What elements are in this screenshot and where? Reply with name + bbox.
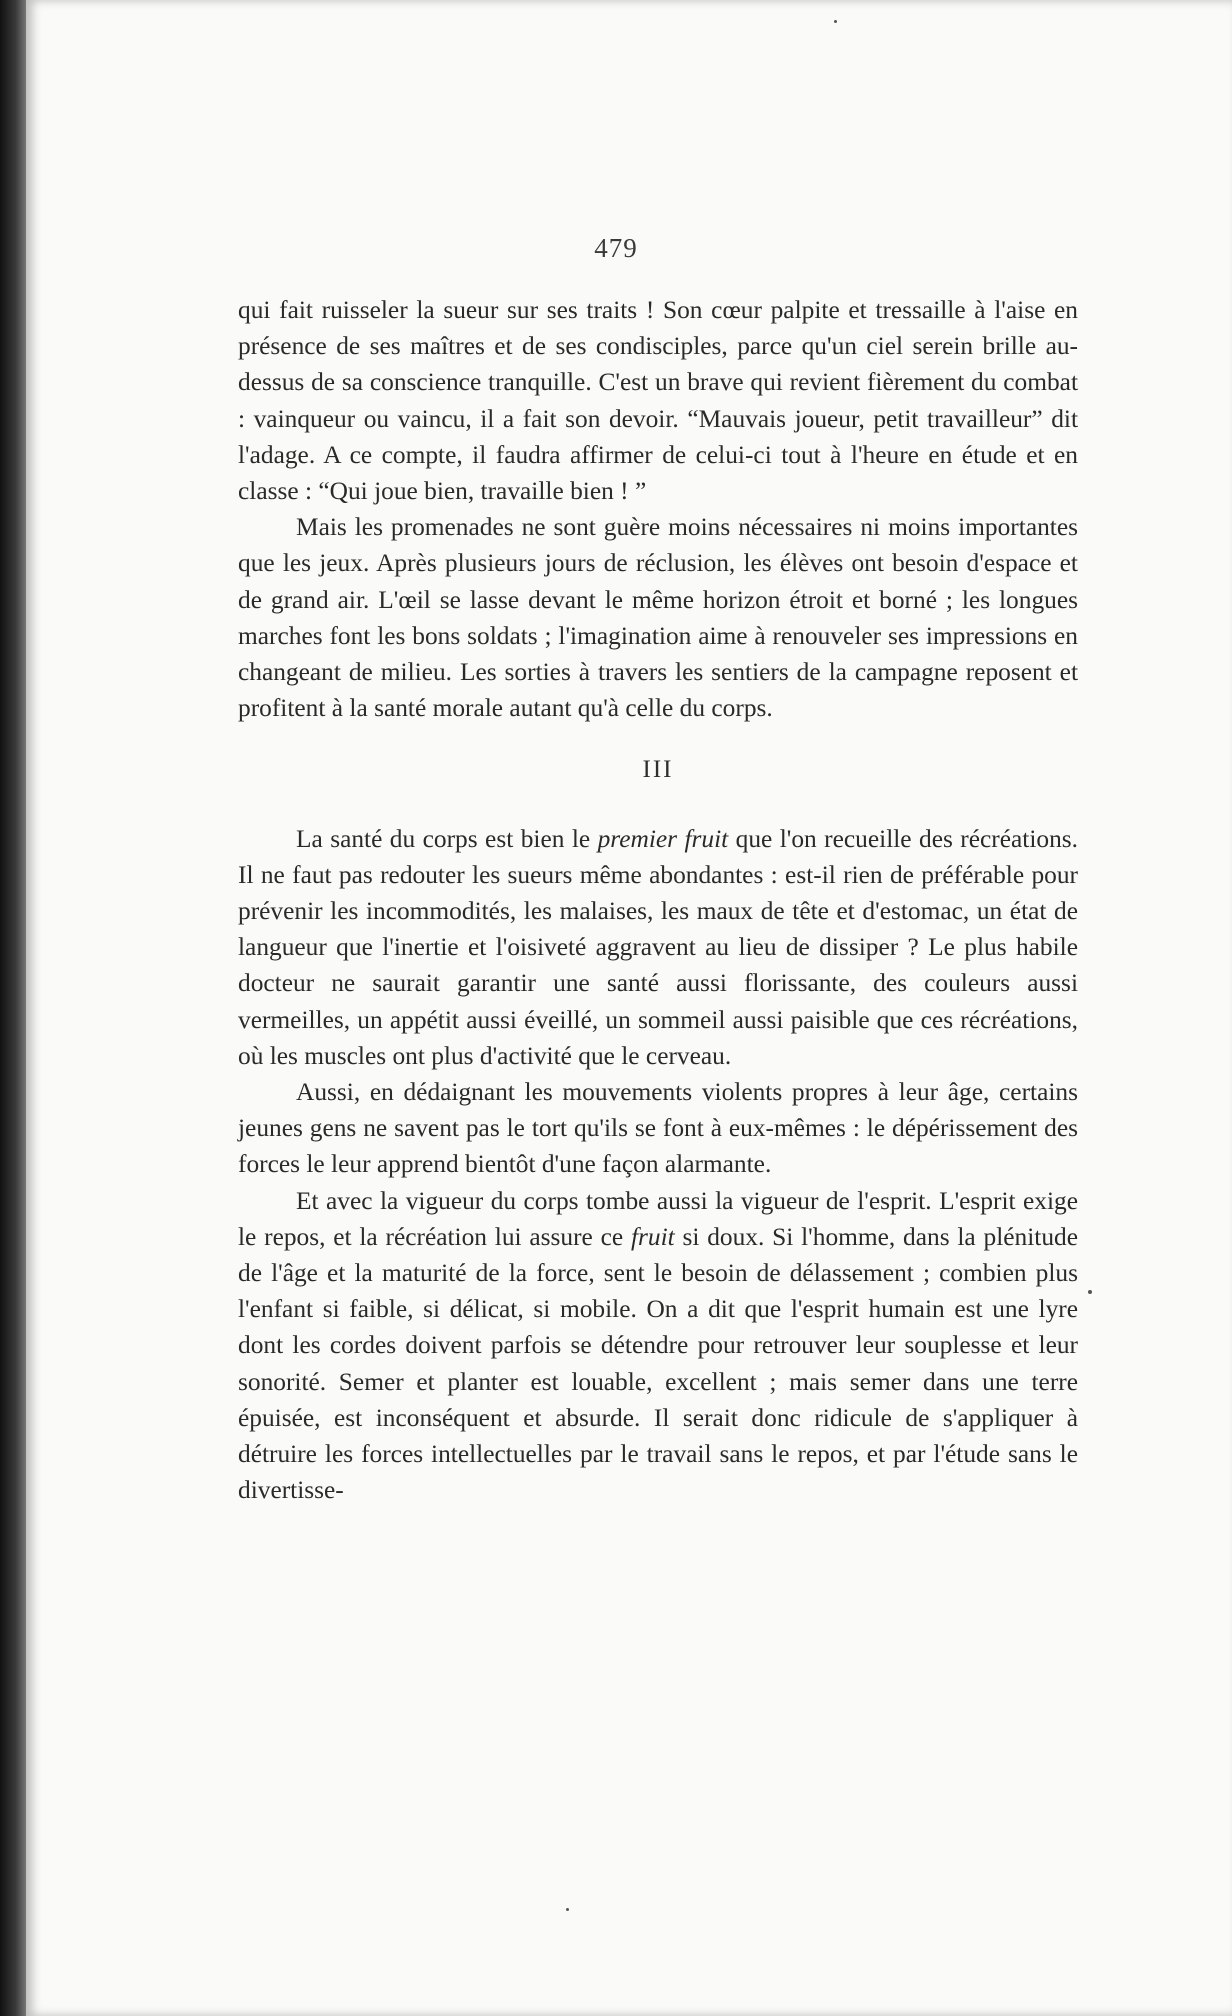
scan-speck bbox=[1088, 1290, 1092, 1294]
body-text bbox=[238, 292, 1078, 1509]
text-run: Aussi, en dédaignant les mouvements violents propres à leur âge, certains jeunes gens ne savent pas le tort qu'ils se font à eux-mêmes : le dépérissement des forces le leur apprend bientôt d'une façon alarmante. bbox=[238, 1078, 1078, 1179]
text-run: La santé du corps est bien le bbox=[296, 824, 598, 853]
paragraph bbox=[238, 509, 1078, 726]
paragraph bbox=[238, 292, 1078, 509]
paragraph bbox=[238, 1074, 1078, 1183]
section-heading: III bbox=[642, 756, 674, 784]
book-spine-edge bbox=[0, 0, 26, 2016]
scan-speck bbox=[834, 20, 837, 23]
page-number: 479 bbox=[594, 233, 638, 263]
scan-speck bbox=[566, 1908, 569, 1911]
text-run: qui fait ruisseler la sueur sur ses traits ! Son cœur palpite et tressaille à l'aise en présence de ses maîtres et de ses condisciples, parce qu'un ciel serein brille au-dessus de sa conscience tranquille. C'est un brave qui revient fièrement du combat : vainqueur ou vaincu, il a fait son devoir. “Mauvais joueur, petit travailleur” dit l'adage. A ce compte, il faudra affirmer de celui-ci tout à l'heure en étude et en classe : “Qui joue bien, travaille bien ! ” bbox=[238, 296, 1078, 506]
text-run: Et avec la vigueur du corps tombe aussi la vigueur de l'esprit. L'esprit exige le repos, et la récréation lui assure ce bbox=[238, 1186, 1078, 1251]
text-run: que l'on recueille des récréations. Il ne faut pas redouter les sueurs même abondantes : est-il rien de préférable pour prévenir les incommodités, les malaises, les maux de tête et d'estomac, un état de langueur que l'inertie et l'oisiveté aggravent au lieu de dissiper ? Le plus habile docteur ne saurait garantir une santé aussi florissante, des couleurs aussi vermeilles, un appétit aussi éveillé, un sommeil aussi paisible que ces récréations, où les muscles ont plus d'activité que le cerveau. bbox=[238, 824, 1079, 1070]
text-run: Mais les promenades ne sont guère moins nécessaires ni moins importantes que les jeux. Après plusieurs jours de réclusion, les élèves ont besoin d'espace et de grand air. L'œil se lasse devant le même horizon étroit et borné ; les longues marches font les bons soldats ; l'imagination aime à renouveler ses impressions en changeant de milieu. Les sorties à travers les sentiers de la campagne reposent et profitent à la santé morale autant qu'à celle du corps. bbox=[238, 513, 1078, 723]
italic-phrase: premier fruit bbox=[597, 824, 729, 853]
paragraph bbox=[238, 821, 1078, 1074]
paragraph bbox=[238, 1183, 1078, 1509]
text-run: si doux. Si l'homme, dans la plénitude de l'âge et la maturité de la force, sent le besoin de délassement ; combien plus l'enfant si faible, si délicat, si mobile. On a dit que l'esprit humain est une lyre dont les cordes doivent parfois se détendre pour retrouver leur souplesse et leur sonorité. Semer et planter est louable, excellent ; mais semer dans une terre épuisée, est inconséquent et absurde. Il serait donc ridicule de s'appliquer à détruire les forces intellectuelles par le travail sans le repos, et par l'étude sans le divertisse- bbox=[238, 1222, 1078, 1505]
italic-phrase: fruit bbox=[630, 1222, 675, 1251]
